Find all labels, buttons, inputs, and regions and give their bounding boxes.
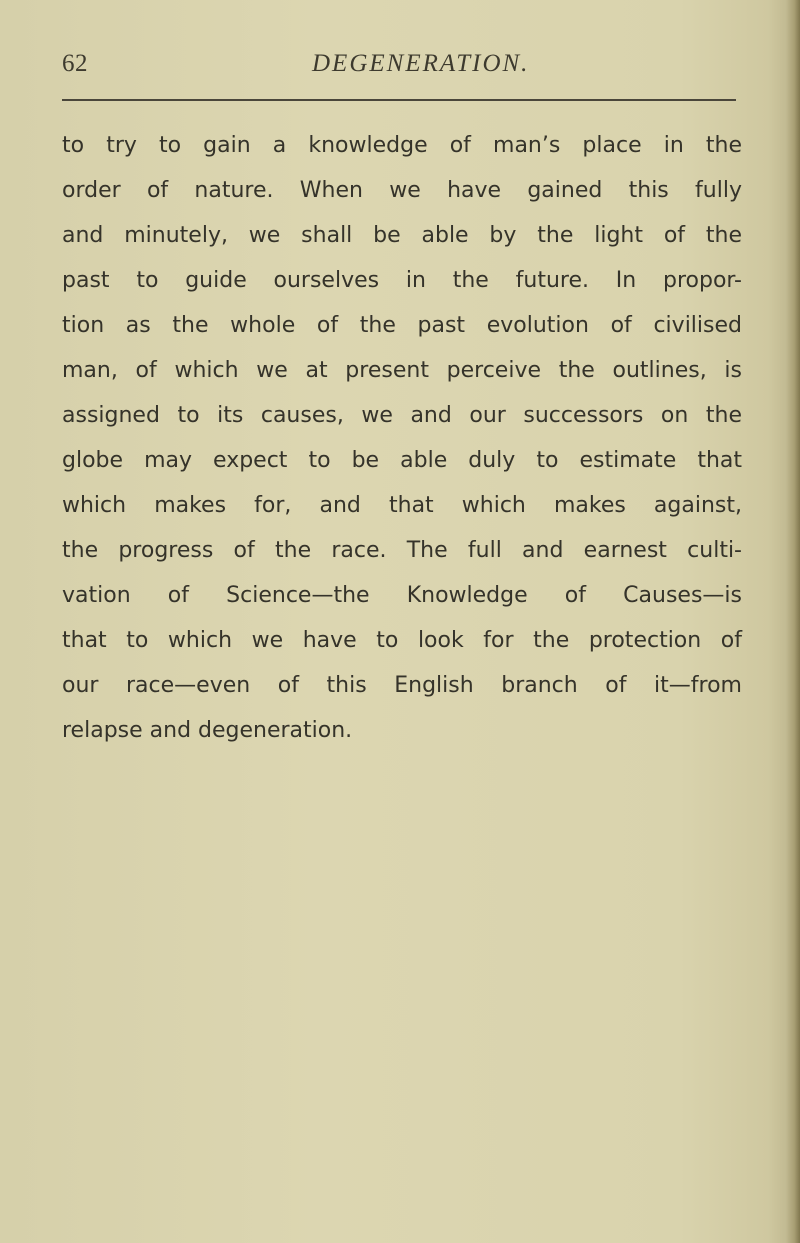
text-line: tion as the whole of the past evolution of civilised [62,313,742,338]
text-line: globe may expect to be able duly to estimate that [62,448,742,473]
text-line: assigned to its causes, we and our successors on the [62,403,742,428]
text-line: vation of Science—the Knowledge of Causes—is [62,583,742,608]
page-number: 62 [62,50,88,77]
text-line: our race—even of this English branch of it—from [62,673,742,698]
text-line: which makes for, and that which makes against, [62,493,742,518]
text-line: relapse and degeneration. [62,718,353,743]
text-line: to try to gain a knowledge of man’s place in the [62,133,742,158]
running-head [62,50,738,96]
running-title: DEGENERATION. [312,50,530,77]
text-line: the progress of the race. The full and earnest culti- [62,538,742,563]
text-line: that to which we have to look for the protection of [62,628,742,653]
text-line: and minutely, we shall be able by the light of the [62,223,742,248]
header-rule [62,99,736,101]
text-line: order of nature. When we have gained this fully [62,178,742,203]
text-line: man, of which we at present perceive the outlines, is [62,358,742,383]
text-line: past to guide ourselves in the future. In propor- [62,268,742,293]
page-edge-shadow [786,0,800,1243]
body-paragraph [62,123,742,753]
